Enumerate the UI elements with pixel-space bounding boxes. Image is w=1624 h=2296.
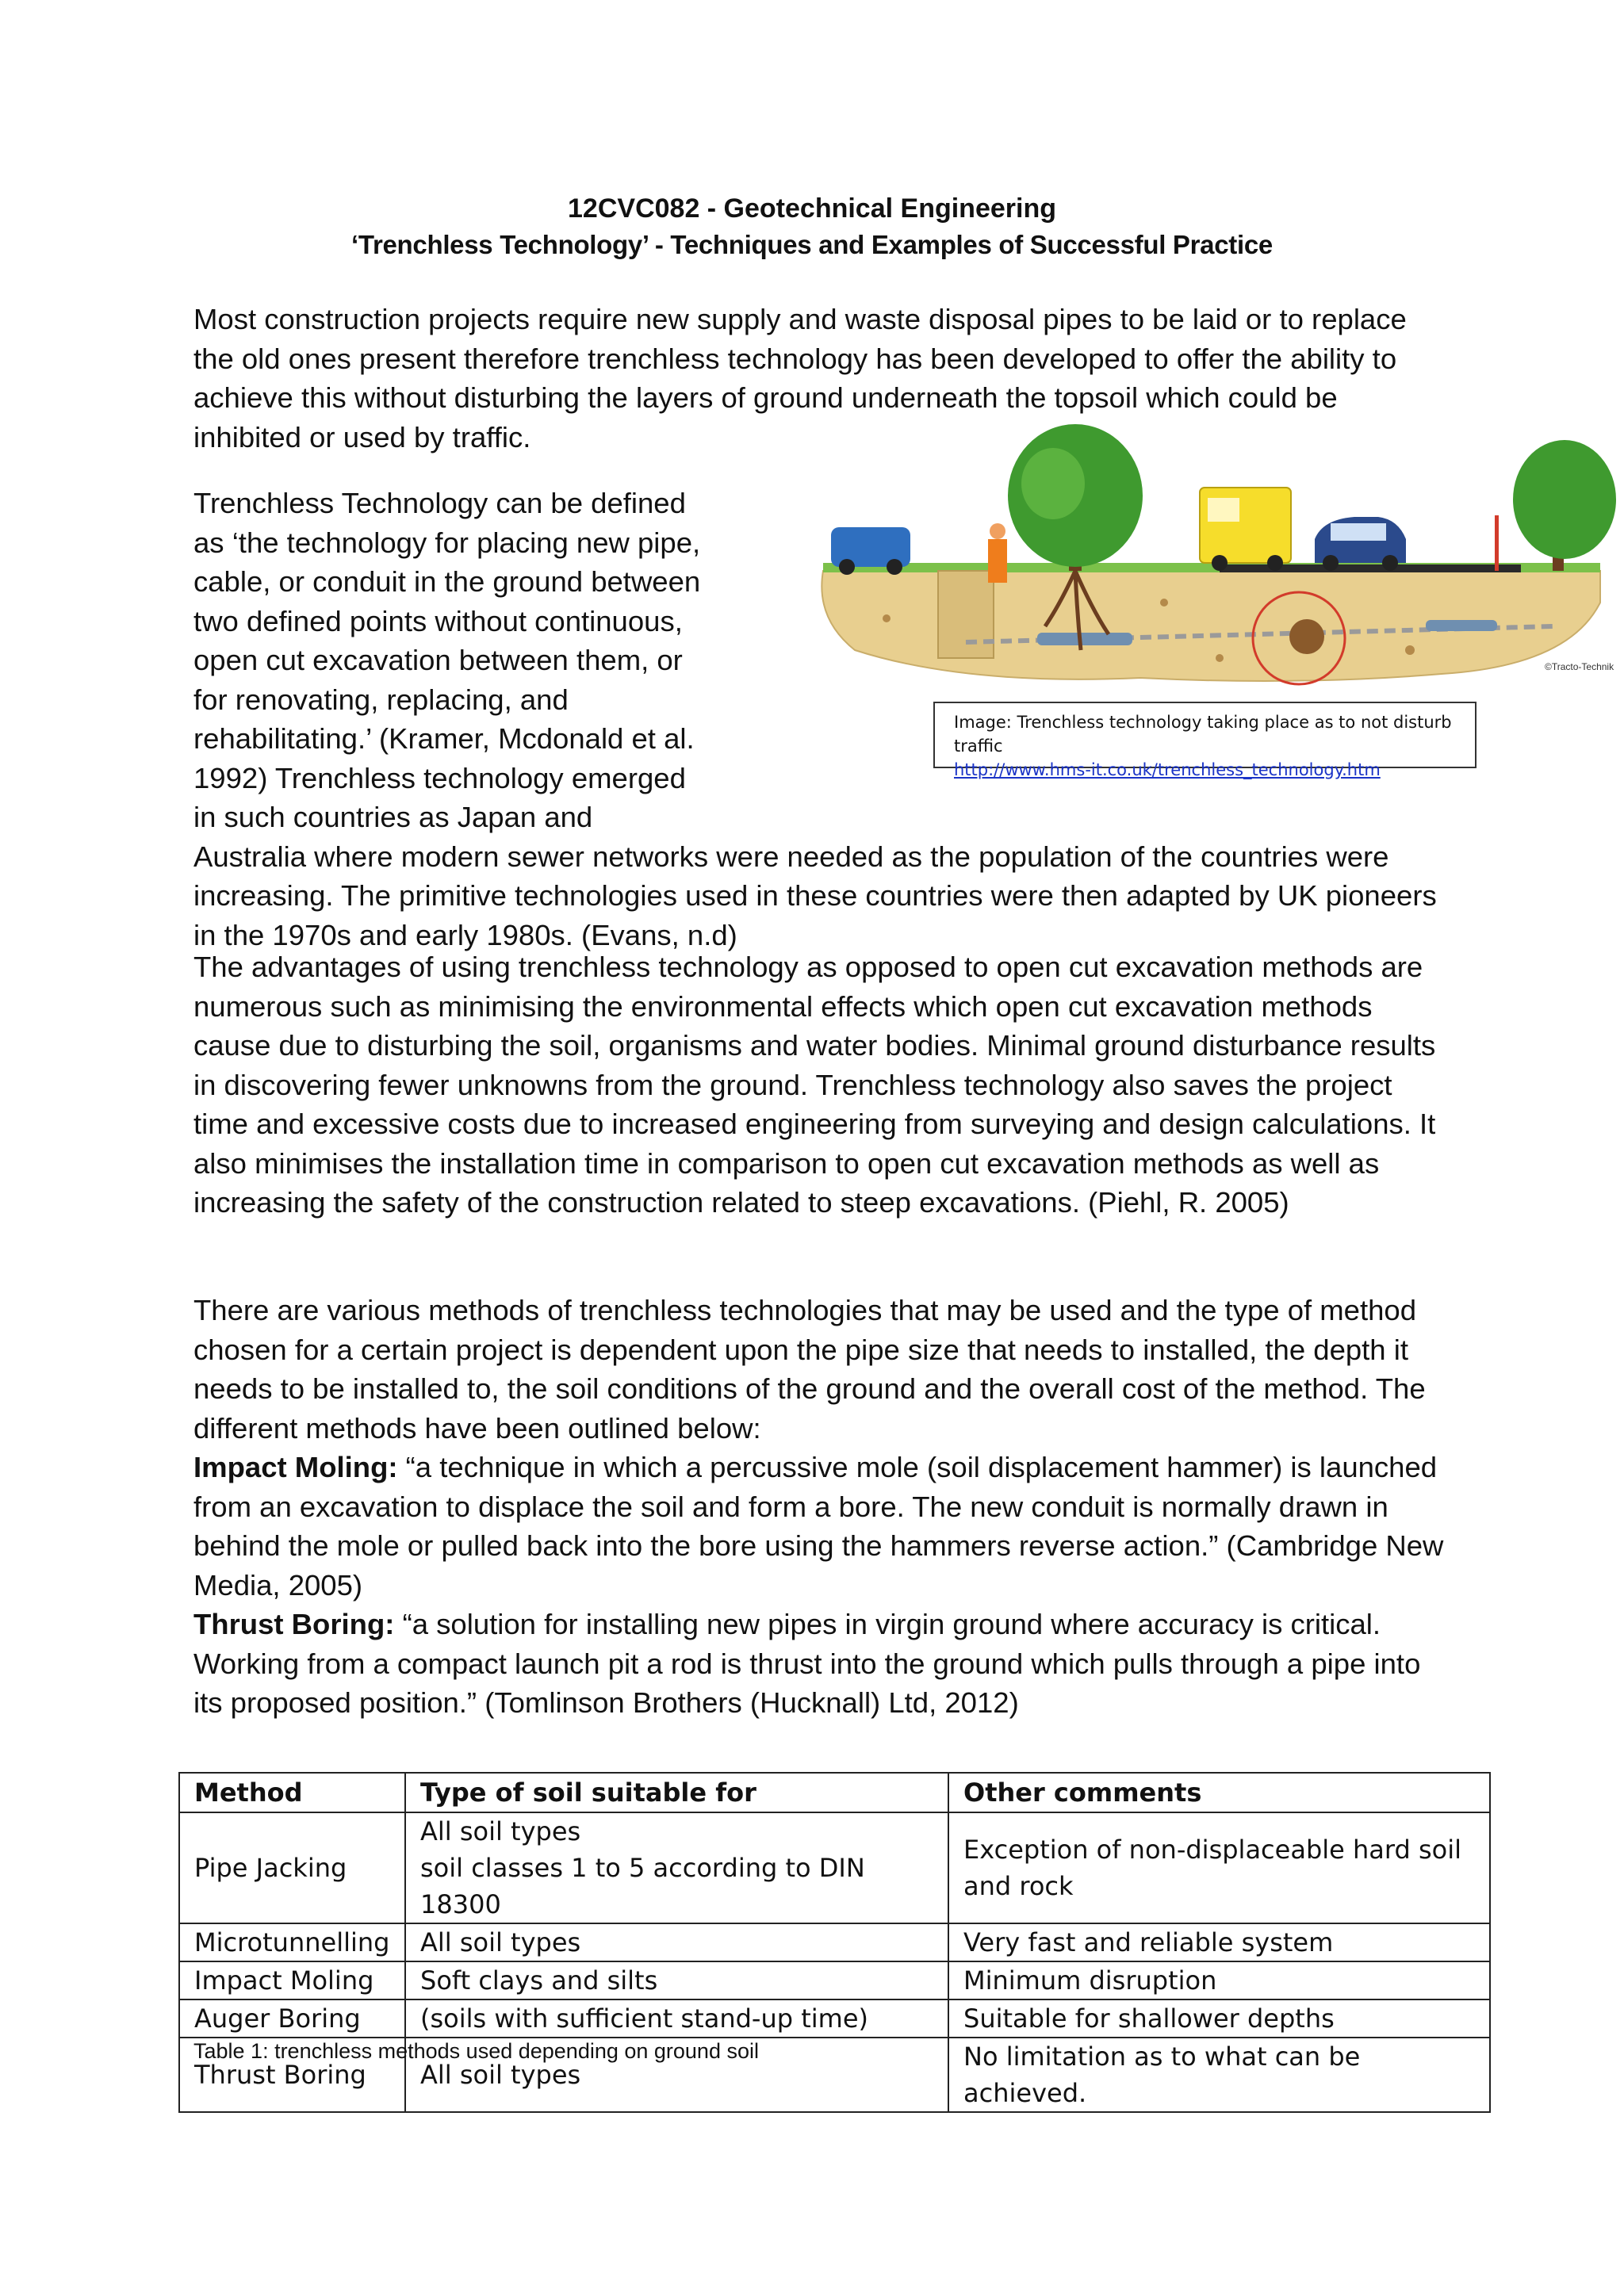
document-subtitle: ‘Trenchless Technology’ - Techniques and Examples of Successful Practice <box>351 230 1273 259</box>
worker-head <box>990 523 1005 539</box>
mole-tool <box>1037 633 1132 645</box>
methods-section <box>193 1291 1446 1723</box>
table-row <box>179 1999 1490 2038</box>
cell-soil-line2: soil classes 1 to 5 according to DIN 18300 <box>420 1853 865 1919</box>
intro-paragraph: Most construction projects require new supply and waste disposal pipes to be laid or to replace the old ones present therefore trenchless technology has been developed to offer the ability to achieve this without disturbing the layers of ground underneath the topsoil which could be inhibited or used by traffic. <box>193 303 1407 453</box>
cell-method: Pipe Jacking <box>179 1812 405 1923</box>
table-header-row <box>179 1773 1490 1812</box>
cell-method: Auger Boring <box>179 1999 405 2038</box>
methods-intro: There are various methods of trenchless technologies that may be used and the type of method chosen for a certain project is dependent upon the pipe size that needs to installed, the depth it needs to be installed to, the soil conditions of the ground and the overall cost of the method. The different methods have been outlined below: <box>193 1294 1426 1445</box>
cell-method: Thrust Boring <box>179 2038 405 2112</box>
header-soil: Type of soil suitable for <box>405 1773 948 1812</box>
course-title: 12CVC082 - Geotechnical Engineering <box>568 193 1056 224</box>
cell-method: Impact Moling <box>179 1961 405 1999</box>
cell-soil: Soft clays and silts <box>405 1961 948 1999</box>
cell-soil-line1: All soil types <box>420 1816 581 1846</box>
cell-comment: Minimum disruption <box>948 1961 1490 1999</box>
cell-comment: Very fast and reliable system <box>948 1923 1490 1961</box>
mole-tool-2 <box>1426 620 1497 631</box>
thrust-boring-label: Thrust Boring: <box>193 1608 395 1640</box>
cell-comment-line1: Exception of non-displaceable hard soil <box>963 1835 1461 1865</box>
table-row <box>179 1923 1490 1961</box>
marker-pole <box>1495 515 1499 571</box>
trenchless-illustration <box>807 412 1624 690</box>
table-caption: Table 1: trenchless methods used depending on ground soil <box>193 2039 759 2063</box>
impact-moling-text: “a technique in which a percussive mole (soil displacement hammer) is launched from an excavation to displace the soil and form a bore. The new conduit is normally drawn in behind the mole or pulled back into the bore using the hammers reverse action.” (Cambridge New Media, 2005) <box>193 1451 1444 1601</box>
impact-moling-label: Impact Moling: <box>193 1451 398 1483</box>
cell-comment: No limitation as to what can be achieved. <box>948 2038 1490 2112</box>
figure-source-link[interactable]: http://www.hms-it.co.uk/trenchless_technology.htm <box>954 760 1381 779</box>
impact-moling-entry <box>193 1448 1446 1605</box>
thrust-boring-entry <box>193 1605 1446 1723</box>
cell-soil: (soils with sufficient stand-up time) <box>405 1999 948 2038</box>
cell-comment: Suitable for shallower depths <box>948 1999 1490 2038</box>
rock <box>1289 619 1324 654</box>
figure-caption: Image: Trenchless technology taking place as to not disturb traffic <box>954 713 1452 756</box>
cell-comment-line2: and rock <box>963 1871 1074 1901</box>
cell-soil: All soil types <box>405 1923 948 1961</box>
figure-caption-box <box>933 702 1477 779</box>
header-comments: Other comments <box>948 1773 1490 1812</box>
tree-crown-2 <box>1513 440 1616 559</box>
cell-soil <box>405 1812 948 1923</box>
launch-pit <box>938 571 994 658</box>
thrust-boring-text: “a solution for installing new pipes in virgin ground where accuracy is critical. Working from a compact launch pit a rod is thrust into the ground which pulls through a pipe into its proposed position.” (Tomlinson Brothers (Hucknall) Ltd, 2012) <box>193 1608 1421 1719</box>
definition-text: Trenchless Technology can be defined as ‘the technology for placing new pipe, cable, or conduit in the ground between two defined points without continuous, open cut excavation between them, or for renovating, replacing, and rehabilitating.’ (Kramer, Mcdonald et al. 1992) Trenchless technology emerged in such countries as Japan and Australia where modern sewer networks were needed as the population of the countries were increasing. The primitive technologies used in these countries were then adapted by UK pioneers in the 1970s and early 1980s. (Evans, n.d) <box>193 487 1437 951</box>
table-row <box>179 1961 1490 1999</box>
advantages-paragraph: The advantages of using trenchless technology as opposed to open cut excavation methods are numerous such as minimising the environmental effects which open cut excavation methods cause due to disturbing the soil, organisms and water bodies. Minimal ground disturbance results in discovering fewer unknowns from the ground. Trenchless technology also saves the project time and excessive costs due to increased engineering from surveying and design calculations. It also minimises the installation time in comparison to open cut excavation methods as well as increasing the safety of the construction related to steep excavations. (Piehl, R. 2005) <box>193 951 1436 1219</box>
header-method: Method <box>179 1773 405 1812</box>
cell-comment <box>948 1812 1490 1923</box>
road-surface <box>1220 564 1521 572</box>
table-row <box>179 1812 1490 1923</box>
worker-body <box>988 539 1007 583</box>
cell-method: Microtunnelling <box>179 1923 405 1961</box>
cell-soil: All soil types <box>405 2038 948 2112</box>
illustration-watermark: ©Tracto-Technik <box>1545 661 1614 672</box>
